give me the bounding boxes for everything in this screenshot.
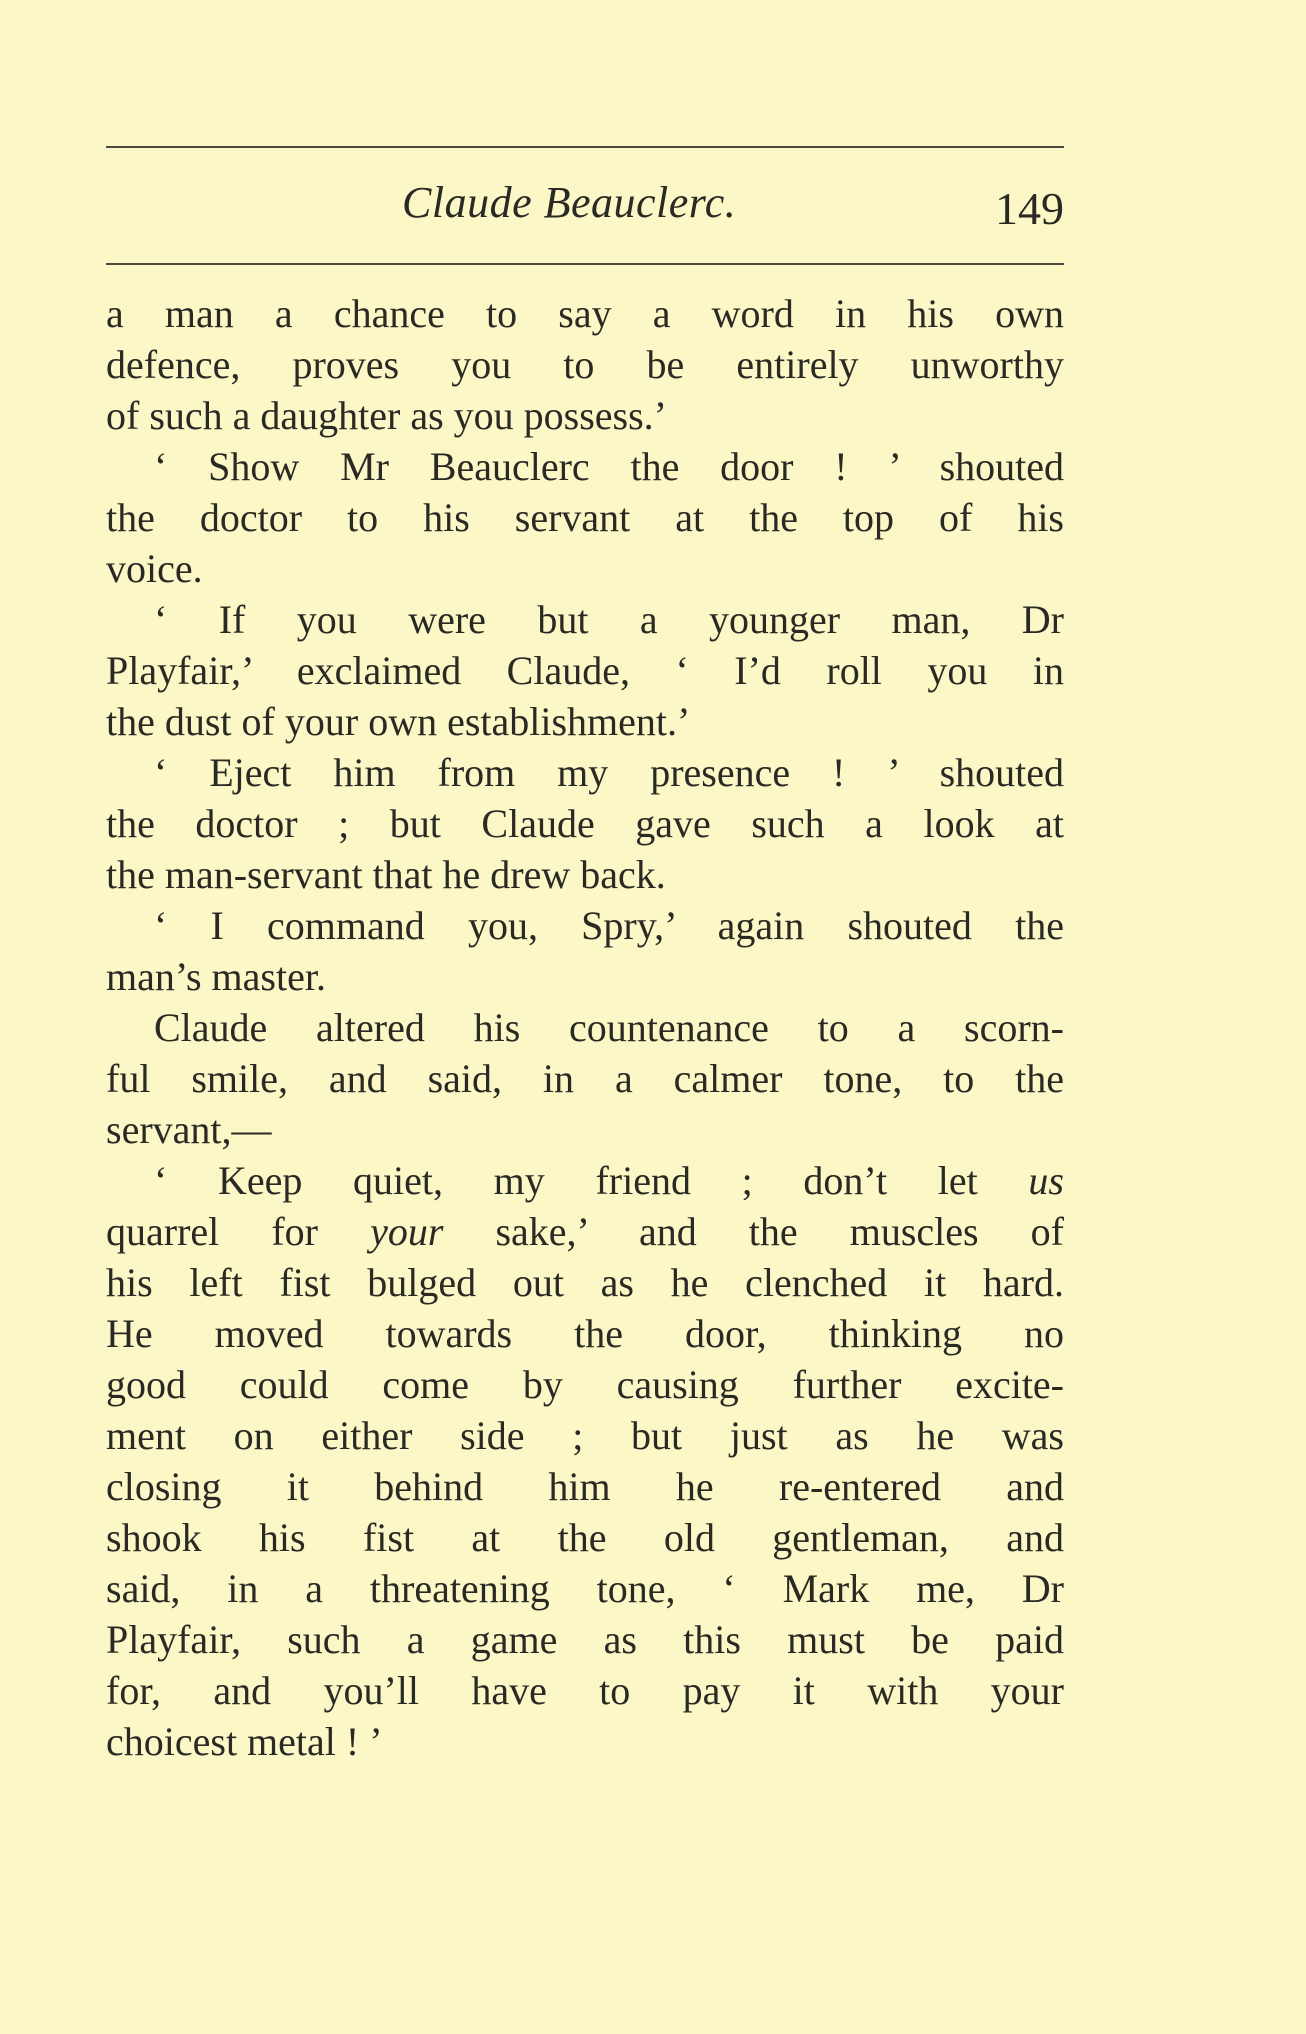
running-header: [106, 168, 1064, 238]
text-line: ment on either side ; but just as he was: [106, 1413, 1064, 1458]
text-segment: sake,’ and the muscles of: [443, 1209, 1064, 1254]
text-line: ful smile, and said, in a calmer tone, to the: [106, 1056, 1064, 1101]
text-line: the doctor to his servant at the top of his: [106, 495, 1064, 540]
text-line: of such a daughter as you possess.’: [106, 393, 667, 438]
italic-word: us: [1028, 1158, 1064, 1203]
text-line: ‘ Show Mr Beauclerc the door ! ’ shouted: [154, 444, 1064, 489]
text-line: the dust of your own establishment.’: [106, 699, 691, 744]
text-line: choicest metal ! ’: [106, 1719, 383, 1764]
text-line: defence, proves you to be entirely unworthy: [106, 342, 1064, 387]
header-rule-bottom: [106, 263, 1064, 265]
text-line: man’s master.: [106, 954, 326, 999]
text-line: good could come by causing further excite-: [106, 1362, 1064, 1407]
body-text: [106, 288, 1064, 1767]
text-line: Playfair,’ exclaimed Claude, ‘ I’d roll you in: [106, 648, 1064, 693]
text-line: [106, 1155, 1064, 1206]
header-rule-top: [106, 146, 1064, 148]
text-line: [106, 1206, 1064, 1257]
text-line: servant,—: [106, 1107, 272, 1152]
text-line: ‘ If you were but a younger man, Dr: [154, 597, 1064, 642]
text-segment: quarrel for: [106, 1209, 371, 1254]
text-line: He moved towards the door, thinking no: [106, 1311, 1064, 1356]
text-line: ‘ I command you, Spry,’ again shouted the: [154, 903, 1064, 948]
text-line: the man-servant that he drew back.: [106, 852, 666, 897]
running-title: Claude Beauclerc.: [402, 178, 737, 227]
text-line: his left fist bulged out as he clenched it hard.: [106, 1260, 1064, 1305]
text-line: the doctor ; but Claude gave such a look at: [106, 801, 1064, 846]
text-line: closing it behind him he re-entered and: [106, 1464, 1064, 1509]
page-number: 149: [995, 183, 1064, 234]
italic-word: your: [370, 1209, 444, 1254]
text-line: ‘ Eject him from my presence ! ’ shouted: [154, 750, 1064, 795]
text-line: said, in a threatening tone, ‘ Mark me, Dr: [106, 1566, 1064, 1611]
text-line: voice.: [106, 546, 203, 591]
text-line: for, and you’ll have to pay it with your: [106, 1668, 1064, 1713]
text-line: a man a chance to say a word in his own: [106, 291, 1064, 336]
text-line: shook his fist at the old gentleman, and: [106, 1515, 1064, 1560]
text-line: Playfair, such a game as this must be paid: [106, 1617, 1064, 1662]
text-line: Claude altered his countenance to a scorn-: [154, 1005, 1064, 1050]
text-segment: ‘ Keep quiet, my friend ; don’t let: [154, 1158, 1029, 1203]
